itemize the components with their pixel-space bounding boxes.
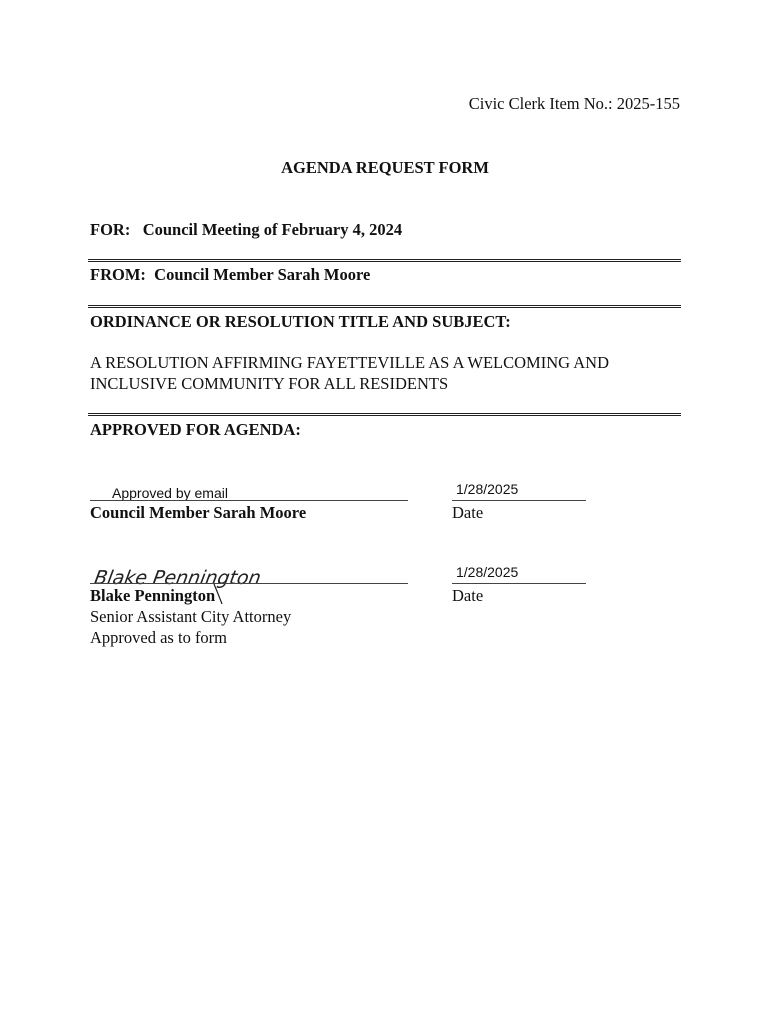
signature-date-2: 1/28/2025 <box>456 564 519 580</box>
divider-rule <box>88 305 681 308</box>
from-value: Council Member Sarah Moore <box>154 265 371 284</box>
signature-line <box>90 500 408 501</box>
form-title: AGENDA REQUEST FORM <box>281 158 489 177</box>
divider-rule <box>88 413 681 416</box>
signer-name-1: Council Member Sarah Moore <box>90 503 307 522</box>
for-label: FOR: <box>90 220 131 239</box>
civic-clerk-item-number: Civic Clerk Item No.: 2025-155 <box>468 94 680 113</box>
date-line <box>452 500 586 501</box>
date-label-2: Date <box>452 586 484 605</box>
for-line <box>90 220 402 240</box>
from-label: FROM: <box>90 265 146 284</box>
date-line <box>452 583 586 584</box>
approved-heading: APPROVED FOR AGENDA: <box>90 420 301 439</box>
signature-line <box>90 583 408 584</box>
divider-rule <box>88 259 681 262</box>
title-subject-heading: ORDINANCE OR RESOLUTION TITLE AND SUBJECT: <box>90 312 511 331</box>
signer-title-2: Senior Assistant City Attorney <box>90 607 292 626</box>
svg-text:Blake Pennington: Blake Pennington <box>92 566 263 589</box>
signer-name-2: Blake Pennington <box>90 586 216 605</box>
resolution-title-line-1: A RESOLUTION AFFIRMING FAYETTEVILLE AS A WELCOMING AND <box>90 353 610 372</box>
approval-note-2: Approved as to form <box>90 628 228 647</box>
date-label-1: Date <box>452 503 484 522</box>
for-value: Council Meeting of February 4, 2024 <box>142 220 403 239</box>
resolution-title-line-2: INCLUSIVE COMMUNITY FOR ALL RESIDENTS <box>90 374 449 393</box>
from-line <box>90 265 370 285</box>
signature-date-1: 1/28/2025 <box>456 481 519 497</box>
signature-approved-by-email: Approved by email <box>112 485 228 501</box>
